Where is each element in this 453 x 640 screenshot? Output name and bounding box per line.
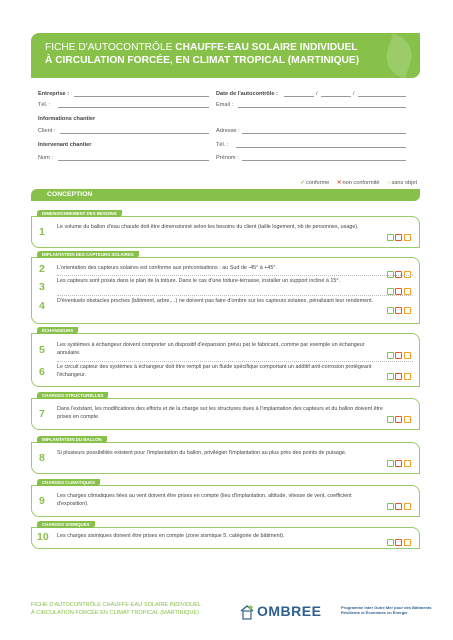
section-charges-sismiques (31, 521, 420, 549)
divider (57, 275, 413, 276)
date-sep-1: / (316, 91, 318, 97)
non-conforme-checkbox[interactable] (395, 503, 402, 510)
footer-line-1: FICHE D'AUTOCONTRÔLE CHAUFFE-EAU SOLAIRE INDIVIDUEL (31, 602, 202, 608)
item-text: Dans l'existant, les modifications des efforts et de la charge sur les structures dues à l'implantation des capteurs et du ballon doivent être prises en compte. (57, 406, 383, 420)
item-text: Le circuit capteur des systèmes à échangeur doit être rempli par un fluide spécifique comportant un additif anti-corrosion protégeant l'échangeur. (57, 364, 372, 378)
adresse-label: Adresse : (216, 128, 240, 134)
check-icon: ✓ (300, 180, 305, 186)
status-checkboxes (385, 346, 412, 354)
legend-non-conforme: non conformité (342, 180, 380, 186)
status-checkboxes (385, 533, 412, 541)
status-checkboxes (385, 228, 412, 236)
sans-objet-checkbox[interactable] (404, 288, 411, 295)
item-text: Les capteurs sont posés dans le plan de la toiture. Dans le cas d'une toiture-terrasse, installer un support incliné à 15°. (57, 278, 341, 284)
section-charges-structurelles (31, 392, 420, 430)
client-field[interactable] (60, 128, 209, 134)
intervenant-chantier-heading: Intervenant chantier (38, 142, 92, 148)
conforme-checkbox[interactable] (387, 288, 394, 295)
item-number: 10 (37, 531, 49, 543)
date-month-field[interactable] (321, 91, 351, 97)
status-checkboxes (385, 301, 412, 309)
divider (57, 361, 413, 362)
item-text: Le volume du ballon d'eau chaude doit être dimensionné selon les besoins du client (taille logement, nb de personnes, usage). (57, 224, 359, 230)
circle-icon: ○ (387, 180, 391, 186)
non-conforme-checkbox[interactable] (395, 307, 402, 314)
conforme-checkbox[interactable] (387, 373, 394, 380)
date-year-field[interactable] (358, 91, 406, 97)
legend-sans-objet: sans objet (391, 180, 417, 186)
conforme-checkbox[interactable] (387, 416, 394, 423)
tel2-field[interactable] (236, 142, 406, 148)
sans-objet-checkbox[interactable] (404, 307, 411, 314)
status-checkboxes (385, 454, 412, 462)
programme-text (341, 605, 431, 615)
status-checkboxes (385, 410, 412, 418)
item-text: L'orientation des capteurs solaires est conforme aux préconisations : au Sud de -45° à +45°. (57, 265, 278, 271)
informations-chantier-heading: Informations chantier (38, 116, 96, 122)
sans-objet-checkbox[interactable] (404, 503, 411, 510)
title-light: FICHE D'AUTOCONTRÔLE (45, 42, 173, 53)
house-icon (240, 604, 254, 620)
section-box (31, 442, 420, 474)
ombree-logo (240, 603, 340, 621)
legend-conforme: conforme (305, 180, 330, 186)
date-sep-2: / (353, 91, 355, 97)
logo-wordmark: OMBREE (257, 603, 322, 619)
status-checkboxes (385, 497, 412, 505)
conforme-checkbox[interactable] (387, 460, 394, 467)
conforme-checkbox[interactable] (387, 352, 394, 359)
non-conforme-checkbox[interactable] (395, 539, 402, 546)
non-conforme-checkbox[interactable] (395, 234, 402, 241)
section-title: CHARGES SISMIQUES (37, 521, 95, 528)
section-implantation-capteurs (31, 251, 420, 321)
nom-label: Nom : (38, 155, 53, 161)
non-conforme-checkbox[interactable] (395, 416, 402, 423)
item-text: Si plusieurs possibilités existent pour l'implantation du ballon, privilégier l'implantation au plus près des points de puisage. (57, 450, 347, 456)
sans-objet-checkbox[interactable] (404, 539, 411, 546)
cross-icon: ✕ (336, 180, 342, 186)
sans-objet-checkbox[interactable] (404, 352, 411, 359)
footer-title (31, 602, 201, 618)
status-checkboxes (385, 282, 412, 290)
nom-field[interactable] (58, 155, 209, 161)
date-day-field[interactable] (284, 91, 314, 97)
section-title: DIMENSIONNEMENT DES BESOINS (37, 210, 122, 217)
adresse-field[interactable] (242, 128, 406, 134)
non-conforme-checkbox[interactable] (395, 460, 402, 467)
divider (57, 295, 413, 296)
item-number: 8 (39, 452, 45, 464)
sans-objet-checkbox[interactable] (404, 373, 411, 380)
item-number: 3 (39, 281, 45, 293)
item-number: 1 (39, 226, 45, 238)
prenom-field[interactable] (242, 155, 406, 161)
item-text: Les charges climatiques liées au vent doivent être prises en compte (lieu d'implantation, altitude, vitesse de vent, coefficient d'exposition). (57, 493, 352, 507)
item-text: D'éventuels obstacles proches (bâtiment, arbre,...) ne doivent pas faire d'ombre sur les capteurs solaires, pénalisant leur rendement. (57, 298, 374, 304)
item-number: 5 (39, 344, 45, 356)
client-label: Client : (38, 128, 56, 134)
sans-objet-checkbox[interactable] (404, 234, 411, 241)
item-number: 2 (39, 263, 45, 275)
item-number: 6 (39, 366, 45, 378)
page-header (31, 33, 420, 78)
section-implantation-ballon (31, 436, 420, 474)
conforme-checkbox[interactable] (387, 307, 394, 314)
sans-objet-checkbox[interactable] (404, 416, 411, 423)
sans-objet-checkbox[interactable] (404, 460, 411, 467)
date-label: Date de l'autocontrôle : (216, 91, 278, 97)
section-title: IMPLANTATION DES CAPTEURS SOLAIRES (37, 251, 139, 258)
tel-field[interactable] (58, 102, 209, 108)
conforme-checkbox[interactable] (387, 503, 394, 510)
item-number: 9 (39, 495, 45, 507)
non-conforme-checkbox[interactable] (395, 288, 402, 295)
section-charges-climatiques (31, 479, 420, 517)
item-text: Les systèmes à échangeur doivent comporter un dispositif d'expansion prévu par le fabricant, comme par exemple un échangeur annulaire. (57, 342, 365, 356)
conception-banner: CONCEPTION (31, 189, 420, 201)
tel2-label: Tél. : (216, 142, 229, 148)
tel-label: Tél. : (38, 102, 51, 108)
status-checkboxes (385, 265, 412, 273)
item-number: 7 (39, 408, 45, 420)
item-text: Les charges sismiques doivent être prises en compte (zone sismique 5, catégorie de bâtiment). (57, 533, 285, 539)
programme-line-1: Programme Inter Outre Mer pour des Bâtiments (341, 605, 432, 610)
entreprise-label: Entreprise : (38, 91, 70, 97)
title-bold-1: CHAUFFE-EAU SOLAIRE INDIVIDUEL (175, 42, 358, 53)
status-checkboxes (385, 367, 412, 375)
email-label: Email : (216, 102, 234, 108)
conforme-checkbox[interactable] (387, 234, 394, 241)
non-conforme-checkbox[interactable] (395, 352, 402, 359)
footer-line-2: À CIRCULATION FORCÉE EN CLIMAT TROPICAL (MARTINIQUE) (31, 609, 200, 616)
section-title: CHARGES CLIMATIQUES (37, 479, 100, 486)
section-title: CHARGES STRUCTURELLES (37, 392, 108, 399)
email-field[interactable] (238, 102, 406, 108)
section-title: IMPLANTATION DU BALLON (37, 436, 107, 443)
conforme-checkbox[interactable] (387, 539, 394, 546)
item-number: 4 (39, 300, 45, 312)
entreprise-field[interactable] (74, 91, 209, 97)
info-block (38, 86, 413, 168)
prenom-label: Prénom : (216, 155, 239, 161)
programme-line-2: Résilients et Économes en Énergie (341, 610, 408, 616)
section-box (31, 216, 420, 248)
title-bold-2: À CIRCULATION FORCÉE, EN CLIMAT TROPICAL (MARTINIQUE) (45, 55, 360, 66)
section-echangeurs (31, 327, 420, 385)
section-dimensionnement (31, 210, 420, 250)
non-conforme-checkbox[interactable] (395, 373, 402, 380)
section-title: ÉCHANGEURS (37, 327, 78, 334)
legend (294, 180, 417, 186)
